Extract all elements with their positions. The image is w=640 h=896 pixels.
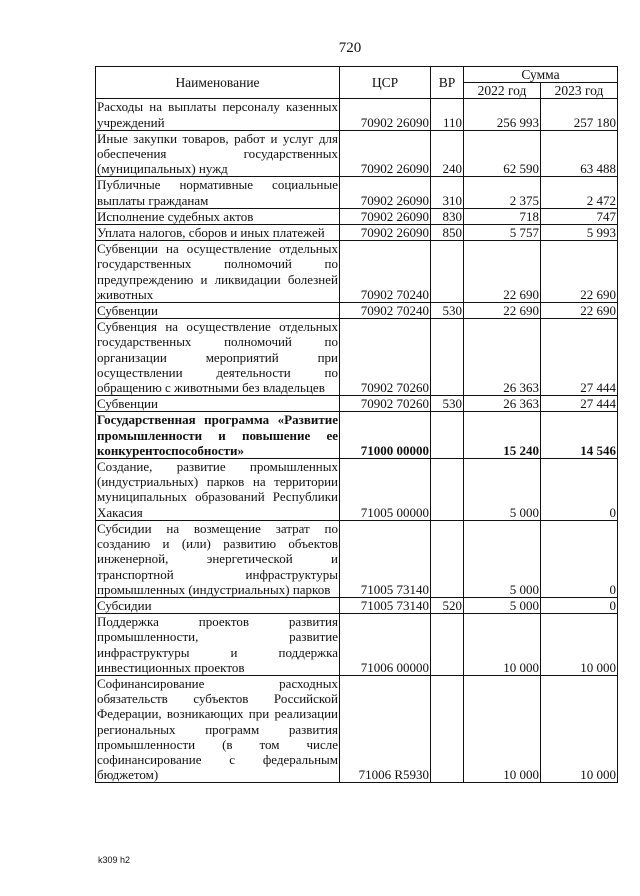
table-row xyxy=(96,208,618,224)
row-code: 70902 26090 xyxy=(340,99,431,130)
row-amount-2022: 5 000 xyxy=(464,459,541,521)
row-amount-2023: 22 690 xyxy=(541,241,618,303)
header-code: ЦСР xyxy=(340,67,431,99)
row-amount-2022: 5 000 xyxy=(464,597,541,613)
row-amount-2022: 22 690 xyxy=(464,241,541,303)
row-code: 71000 00000 xyxy=(340,412,431,459)
row-code: 70902 26090 xyxy=(340,208,431,224)
row-amount-2023: 27 444 xyxy=(541,319,618,396)
row-code: 70902 70260 xyxy=(340,319,431,396)
row-vr: 520 xyxy=(431,597,464,613)
row-amount-2023: 747 xyxy=(541,208,618,224)
budget-table xyxy=(95,66,618,783)
row-amount-2022: 22 690 xyxy=(464,303,541,319)
row-vr xyxy=(431,520,464,597)
row-name: Субвенция на осуществление отдельных государственных полномочий по организации мероприятий при осуществлении деятельности по обращению с животными без владельцев xyxy=(97,319,338,396)
row-amount-2023: 0 xyxy=(541,597,618,613)
row-vr: 850 xyxy=(431,225,464,241)
row-vr: 830 xyxy=(431,208,464,224)
row-name: Субвенции xyxy=(96,303,340,319)
table-row xyxy=(96,241,618,303)
row-amount-2023: 5 993 xyxy=(541,225,618,241)
row-vr: 310 xyxy=(431,177,464,208)
table-row xyxy=(96,597,618,613)
row-name: Расходы на выплаты персоналу казенных учреждений xyxy=(97,99,338,130)
row-name: Субсидии на возмещение затрат по созданию и (или) развитию объектов инженерной, энергетической и транспортной инфраструктуры промышленных (индустриальных) парков xyxy=(97,520,338,597)
table-row xyxy=(96,303,618,319)
row-name: Исполнение судебных актов xyxy=(96,208,340,224)
row-amount-2022: 5 000 xyxy=(464,520,541,597)
row-vr xyxy=(431,459,464,521)
row-amount-2022: 256 993 xyxy=(464,99,541,130)
row-amount-2023: 27 444 xyxy=(541,396,618,412)
row-amount-2023: 22 690 xyxy=(541,303,618,319)
row-amount-2022: 26 363 xyxy=(464,396,541,412)
row-code: 70902 70240 xyxy=(340,303,431,319)
row-vr xyxy=(431,675,464,782)
row-amount-2022: 10 000 xyxy=(464,675,541,782)
row-name: Публичные нормативные социальные выплаты гражданам xyxy=(97,177,338,208)
row-amount-2022: 2 375 xyxy=(464,177,541,208)
row-name: Уплата налогов, сборов и иных платежей xyxy=(96,225,340,241)
row-code: 71006 R5930 xyxy=(340,675,431,782)
row-name: Поддержка проектов развития промышленности, развитие инфраструктуры и поддержка инвестиционных проектов xyxy=(97,614,338,675)
row-amount-2023: 0 xyxy=(541,459,618,521)
row-vr: 240 xyxy=(431,130,464,177)
row-vr xyxy=(431,412,464,459)
row-amount-2022: 718 xyxy=(464,208,541,224)
page-number: 720 xyxy=(338,40,362,56)
row-vr: 110 xyxy=(431,99,464,130)
table-row xyxy=(96,225,618,241)
header-vr: ВР xyxy=(431,67,464,99)
row-name: Субсидии xyxy=(96,597,340,613)
row-amount-2022: 26 363 xyxy=(464,319,541,396)
row-amount-2022: 5 757 xyxy=(464,225,541,241)
row-name: Создание, развитие промышленных (индустриальных) парков на территории муниципальных образований Республики Хакасия xyxy=(97,459,338,520)
row-amount-2023: 14 546 xyxy=(541,412,618,459)
row-name: Софинансирование расходных обязательств субъектов Российской Федерации, возникающих при реализации региональных программ развития промышленности (в том числе софинансирование с федеральным бюджетом) xyxy=(97,675,338,783)
row-name: Субвенции xyxy=(96,396,340,412)
table-row xyxy=(96,177,618,208)
table-row xyxy=(96,675,618,782)
row-code: 70902 26090 xyxy=(340,225,431,241)
row-amount-2022: 10 000 xyxy=(464,614,541,676)
row-code: 70902 26090 xyxy=(340,177,431,208)
row-amount-2023: 0 xyxy=(541,520,618,597)
row-amount-2023: 63 488 xyxy=(541,130,618,177)
table-row xyxy=(96,614,618,676)
row-vr: 530 xyxy=(431,396,464,412)
table-row xyxy=(96,459,618,521)
row-code: 71006 00000 xyxy=(340,614,431,676)
table-row xyxy=(96,520,618,597)
header-year-2023: 2023 год xyxy=(541,83,618,99)
table-row xyxy=(96,412,618,459)
header-year-2022: 2022 год xyxy=(464,83,541,99)
row-vr xyxy=(431,614,464,676)
row-code: 70902 26090 xyxy=(340,130,431,177)
row-code: 70902 70260 xyxy=(340,396,431,412)
row-vr: 530 xyxy=(431,303,464,319)
row-amount-2023: 10 000 xyxy=(541,614,618,676)
row-code: 71005 73140 xyxy=(340,520,431,597)
row-code: 71005 73140 xyxy=(340,597,431,613)
row-amount-2022: 62 590 xyxy=(464,130,541,177)
row-name: Государственная программа «Развитие промышленности и повышение ее конкурентоспособности» xyxy=(97,412,338,458)
row-vr xyxy=(431,319,464,396)
table-row xyxy=(96,396,618,412)
row-amount-2023: 10 000 xyxy=(541,675,618,782)
row-amount-2022: 15 240 xyxy=(464,412,541,459)
header-name: Наименование xyxy=(96,67,340,99)
table-row xyxy=(96,99,618,130)
row-code: 70902 70240 xyxy=(340,241,431,303)
row-vr xyxy=(431,241,464,303)
header-sum: Сумма xyxy=(464,67,618,83)
table-row xyxy=(96,130,618,177)
row-code: 71005 00000 xyxy=(340,459,431,521)
footer-code: k309 h2 xyxy=(98,855,131,865)
row-name: Субвенции на осуществление отдельных государственных полномочий по предупреждению и ликвидации болезней животных xyxy=(97,241,338,302)
row-name: Иные закупки товаров, работ и услуг для обеспечения государственных (муниципальных) нужд xyxy=(97,130,338,177)
row-amount-2023: 2 472 xyxy=(541,177,618,208)
table-row xyxy=(96,319,618,396)
row-amount-2023: 257 180 xyxy=(541,99,618,130)
